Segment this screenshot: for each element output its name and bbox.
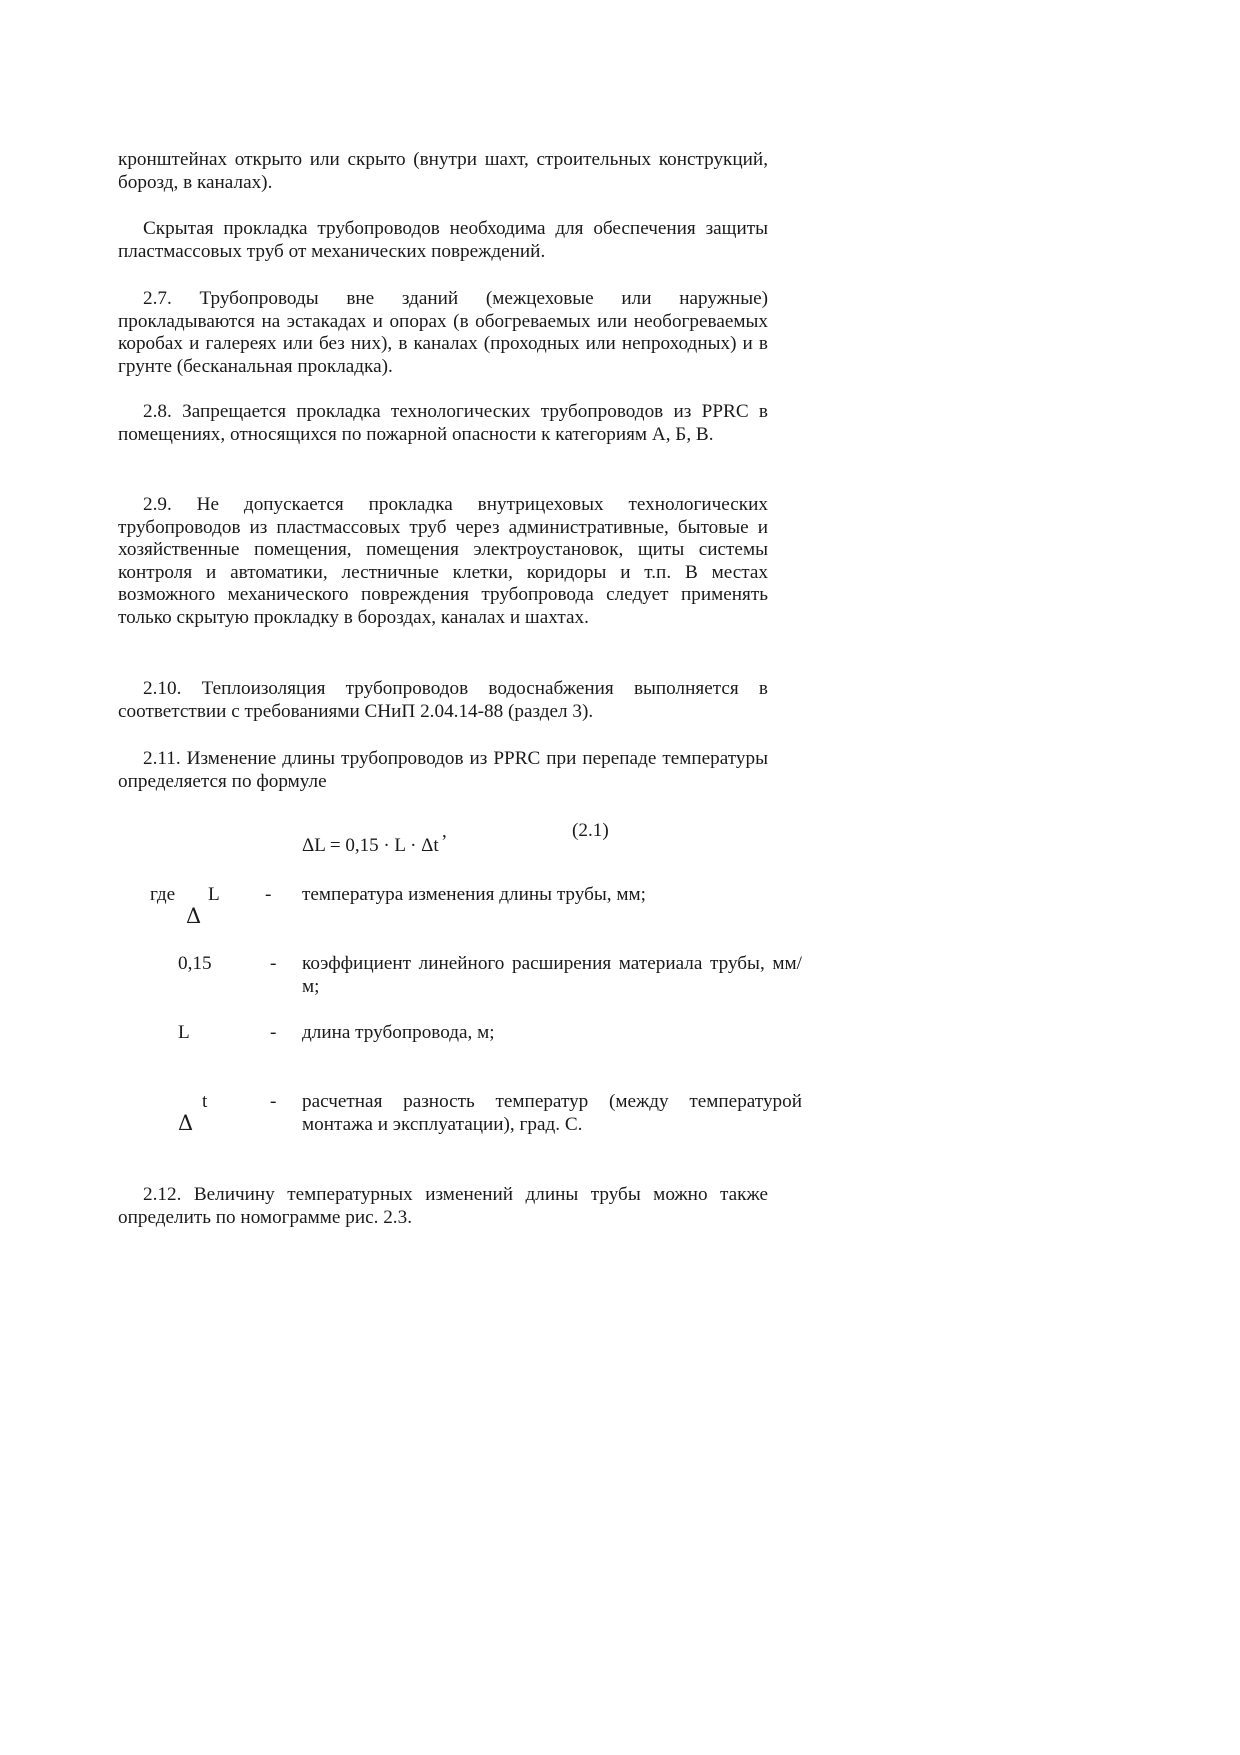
definition-symbol-4: t (202, 1091, 208, 1112)
definition-text-1: температура изменения длины трубы, мм; (302, 884, 646, 905)
definition-dash-1: - (265, 884, 272, 905)
definition-dash-2: - (270, 953, 277, 974)
paragraph-continuation: кронштейнах открыто или скрыто (внутри шахт, строительных конструкций, борозд, в каналах). (118, 149, 768, 193)
definition-text-2: коэффициент линейного расширения материала трубы, мм/м; (302, 953, 802, 997)
paragraph-2-7: 2.7. Трубопроводы вне зданий (межцеховые или наружные) прокладываются на эстакадах и опорах (в обогреваемых или необогреваемых коробах и галереях или без них), в каналах (проходных или непроходных) и в грунте (бесканальная прокладка). (118, 288, 768, 377)
paragraph-2-10: 2.10. Теплоизоляция трубопроводов водоснабжения выполняется в соответствии с требованиями СНиП 2.04.14-88 (раздел 3). (118, 678, 768, 722)
paragraph-2-11: 2.11. Изменение длины трубопроводов из PPRC при перепаде температуры определяется по формуле (118, 748, 768, 792)
delta-icon: Δ (186, 904, 202, 928)
formula-expression: ΔL = 0,15 · L · Δt (302, 835, 439, 856)
definition-symbol-1: L (208, 884, 220, 905)
formula-number: (2.1) (572, 820, 609, 841)
paragraph-2-9: 2.9. Не допускается прокладка внутрицеховых технологических трубопроводов из пластмассовых труб через административные, бытовые и хозяйственные помещения, помещения электроустановок, щиты системы контроля и автоматики, лестничные клетки, коридоры и т.п. В местах возможного механического повреждения трубопровода следует применять только скрытую прокладку в бороздах, каналах и шахтах. (118, 494, 768, 628)
formula-2-1 (302, 821, 447, 857)
delta-icon: Δ (178, 1111, 194, 1135)
formula-comma: , (442, 821, 447, 842)
definition-text-3: длина трубопровода, м; (302, 1022, 495, 1043)
paragraph-2-12: 2.12. Величину температурных изменений длины трубы можно также определить по номограмме рис. 2.3. (118, 1184, 768, 1228)
definition-dash-4: - (270, 1091, 277, 1112)
definition-text-4: расчетная разность температур (между температурой монтажа и эксплуатации), град. С. (302, 1091, 802, 1135)
definition-symbol-3: L (178, 1022, 190, 1043)
definition-symbol-2: 0,15 (178, 953, 212, 974)
where-label: где (150, 884, 176, 905)
definition-dash-3: - (270, 1022, 277, 1043)
paragraph-2-8: 2.8. Запрещается прокладка технологических трубопроводов из PPRC в помещениях, относящихся по пожарной опасности к категориям А, Б, В. (118, 401, 768, 445)
paragraph-hidden-laying: Скрытая прокладка трубопроводов необходима для обеспечения защиты пластмассовых труб от механических повреждений. (118, 218, 768, 262)
